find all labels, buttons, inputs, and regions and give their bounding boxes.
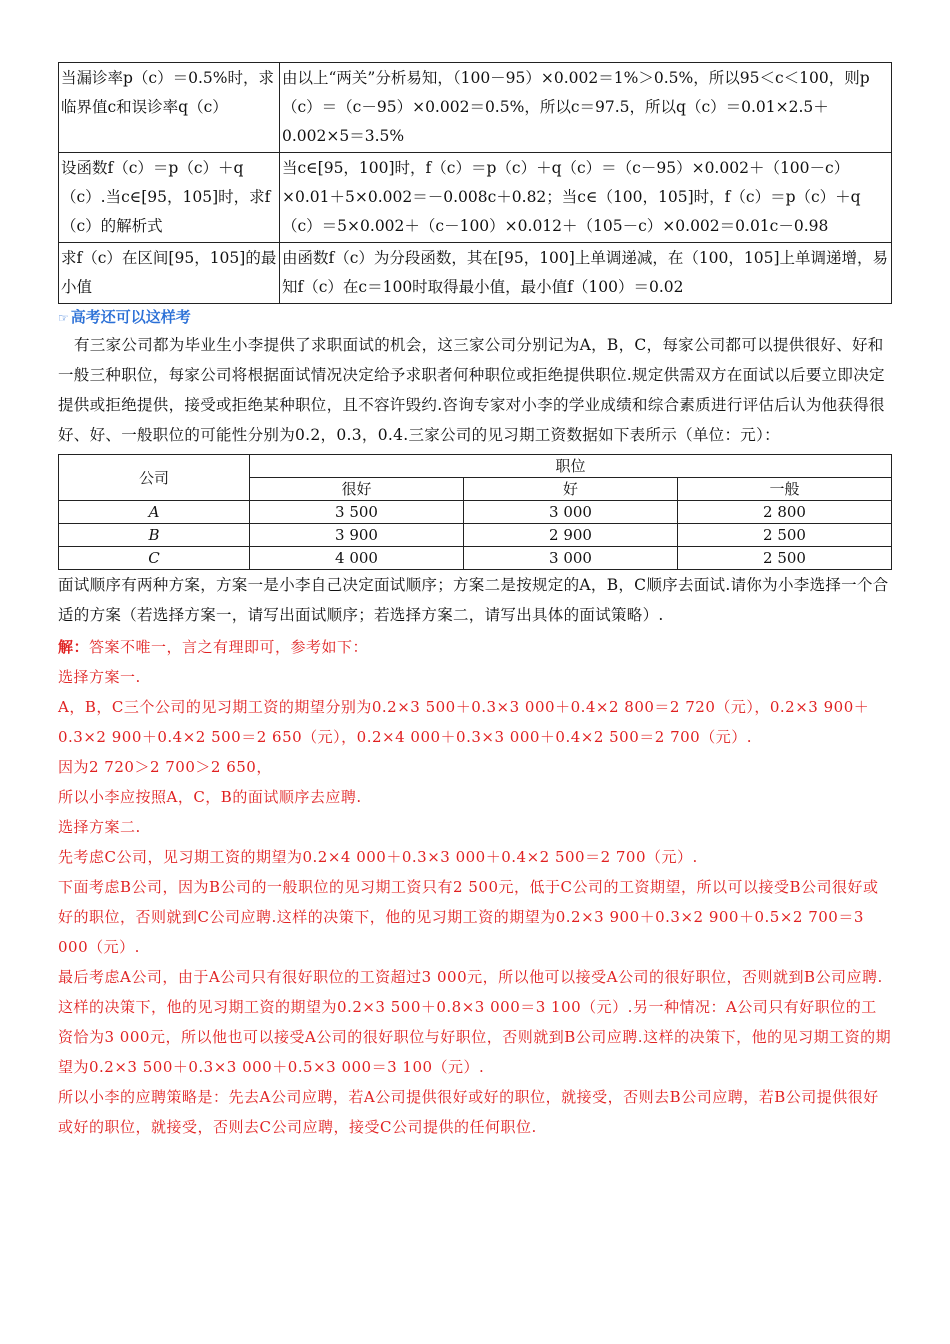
solution-line: 选择方案二. <box>58 818 141 836</box>
salary-cell: 3 900 <box>250 524 464 547</box>
analysis-table <box>58 62 892 304</box>
section-banner <box>58 306 892 328</box>
table-row <box>59 63 892 153</box>
solution-line: 下面考虑B公司，因为B公司的一般职位的见习期工资只有2 500元，低于C公司的工资期望，所以可以接受B公司很好或好的职位，否则就到C公司应聘.这样的决策下，他的见习期工资的期望为0.2×3 900＋0.3×2 900＋0.5×2 700＝3 000（元）. <box>58 878 879 956</box>
problem-question: 面试顺序有两种方案，方案一是小李自己决定面试顺序；方案二是按规定的A，B，C顺序去面试.请你为小李选择一个合适的方案（若选择方案一，请写出面试顺序；若选择方案二，请写出具体的面试策略）. <box>58 576 889 624</box>
header-position: 职位 <box>250 455 892 478</box>
header-company: 公司 <box>59 455 250 501</box>
salary-cell: 2 800 <box>678 501 892 524</box>
solution-intro <box>58 632 892 662</box>
document-page <box>58 62 892 1142</box>
solution-line: 因为2 720＞2 700＞2 650， <box>58 758 272 776</box>
table-row <box>59 243 892 304</box>
solution-line: 所以小李应按照A，C，B的面试顺序去应聘. <box>58 788 362 806</box>
solution-intro-text: 答案不唯一，言之有理即可，参考如下： <box>89 638 369 656</box>
company-cell: C <box>59 547 250 570</box>
salary-cell: 4 000 <box>250 547 464 570</box>
solution-line: A，B，C三个公司的见习期工资的期望分别为0.2×3 500＋0.3×3 000＋0.4×2 800＝2 720（元），0.2×3 900＋0.3×2 900＋0.4×2 500＝2 650（元），0.2×4 000＋0.3×3 000＋0.4×2 500＝2 700（元）. <box>58 698 870 746</box>
pointing-hand-icon: ☞ <box>58 311 69 325</box>
answer-cell: 由以上“两关”分析易知，（100－95）×0.002＝1%＞0.5%，所以95＜c＜100，则p（c）＝（c－95）×0.002＝0.5%，所以c＝97.5，所以q（c）＝0.01×2.5＋0.002×5＝3.5% <box>280 63 892 153</box>
question-cell: 当漏诊率p（c）＝0.5%时，求临界值c和误诊率q（c） <box>59 63 280 153</box>
column-header: 一般 <box>678 478 892 501</box>
section-title: 高考还可以这样考 <box>70 308 191 326</box>
question-cell: 求f（c）在区间[95，105]的最小值 <box>59 243 280 304</box>
table-row <box>59 524 892 547</box>
salary-cell: 2 500 <box>678 547 892 570</box>
question-cell: 设函数f（c）＝p（c）＋q（c）.当c∈[95，105]时，求f（c）的解析式 <box>59 153 280 243</box>
column-header: 很好 <box>250 478 464 501</box>
table-row <box>59 153 892 243</box>
solution-label: 解： <box>58 638 90 656</box>
salary-cell: 3 000 <box>464 547 678 570</box>
solution-line: 先考虑C公司，见习期工资的期望为0.2×4 000＋0.3×3 000＋0.4×2 500＝2 700（元）. <box>58 848 698 866</box>
table-header-row <box>59 455 892 478</box>
solution-line: 选择方案一. <box>58 668 141 686</box>
answer-cell: 当c∈[95，100]时，f（c）＝p（c）＋q（c）＝（c－95）×0.002＋（100－c）×0.01＋5×0.002＝－0.008c＋0.82；当c∈（100，105]时，f（c）＝p（c）＋q（c）＝5×0.002＋（c－100）×0.012＋（105－c）×0.002＝0.01c－0.98 <box>280 153 892 243</box>
company-cell: A <box>59 501 250 524</box>
salary-cell: 2 900 <box>464 524 678 547</box>
salary-cell: 3 500 <box>250 501 464 524</box>
table-row <box>59 547 892 570</box>
problem-paragraph: 有三家公司都为毕业生小李提供了求职面试的机会，这三家公司分别记为A，B，C，每家公司都可以提供很好、好和一般三种职位，每家公司将根据面试情况决定给予求职者何种职位或拒绝提供职位.规定供需双方在面试以后要立即决定提供或拒绝提供，接受或拒绝某种职位，且不容许毁约.咨询专家对小李的学业成绩和综合素质进行评估后认为他获得很好、好、一般职位的可能性分别为0.2，0.3，0.4.三家公司的见习期工资数据如下表所示（单位：元）： <box>58 336 885 444</box>
salary-cell: 3 000 <box>464 501 678 524</box>
salary-table <box>58 454 892 570</box>
answer-cell: 由函数f（c）为分段函数，其在[95，100]上单调递减，在（100，105]上单调递增，易知f（c）在c＝100时取得最小值，最小值f（100）＝0.02 <box>280 243 892 304</box>
company-cell: B <box>59 524 250 547</box>
solution-line: 所以小李的应聘策略是：先去A公司应聘，若A公司提供很好或好的职位，就接受，否则去B公司应聘，若B公司提供很好或好的职位，就接受，否则去C公司应聘，接受C公司提供的任何职位. <box>58 1088 879 1136</box>
table-row <box>59 501 892 524</box>
salary-cell: 2 500 <box>678 524 892 547</box>
solution-line: 最后考虑A公司，由于A公司只有很好职位的工资超过3 000元，所以他可以接受A公司的很好职位，否则就到B公司应聘.这样的决策下，他的见习期工资的期望为0.2×3 500＋0.8×3 000＝3 100（元）.另一种情况：A公司只有好职位的工资恰为3 000元，所以他也可以接受A公司的很好职位与好职位，否则就到B公司应聘.这样的决策下，他的见习期工资的期望为0.2×3 500＋0.3×3 000＋0.5×3 000＝3 100（元）. <box>58 968 892 1076</box>
column-header: 好 <box>464 478 678 501</box>
